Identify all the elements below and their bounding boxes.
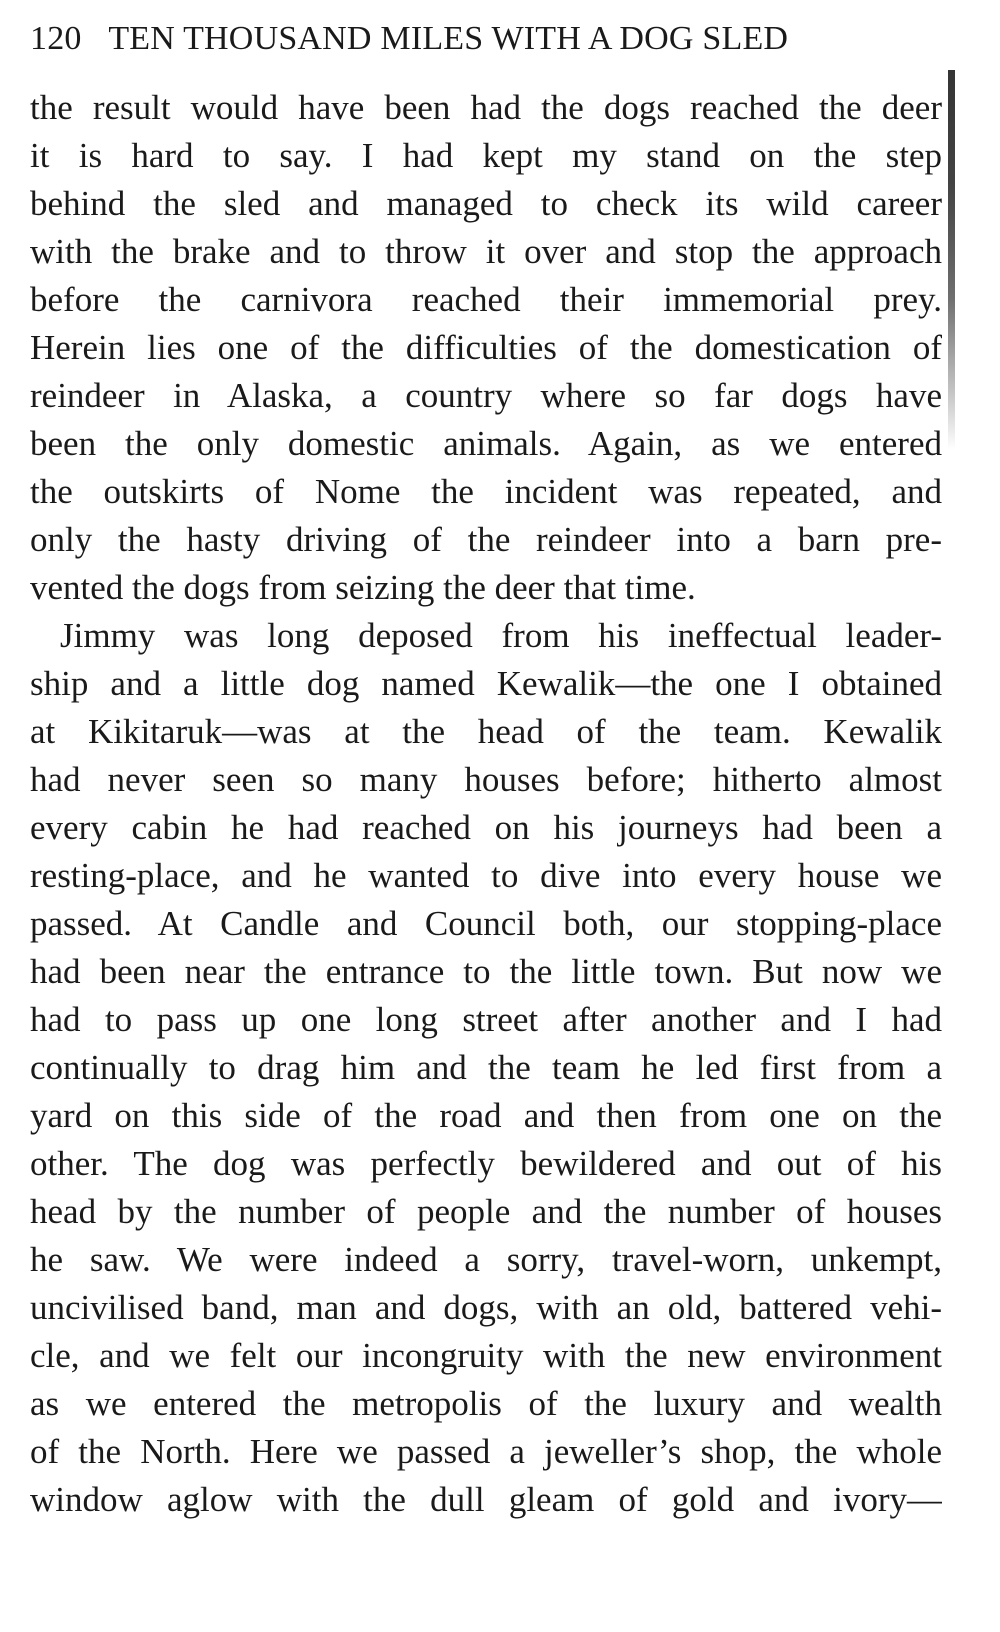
text-line: been the only domestic animals. Again, as we entered xyxy=(30,424,942,463)
text-line: the outskirts of Nome the incident was repeated, and xyxy=(30,472,942,511)
text-line: behind the sled and managed to check its wild career xyxy=(30,184,942,223)
text-line: with the brake and to throw it over and stop the approach xyxy=(30,232,942,271)
text-line: had never seen so many houses before; hitherto almost xyxy=(30,760,942,799)
text-line: it is hard to say. I had kept my stand on the step xyxy=(30,136,942,175)
text-line: vented the dogs from seizing the deer that time. xyxy=(30,568,696,607)
text-line: had been near the entrance to the little town. But now we xyxy=(30,952,942,991)
page-number: 120 xyxy=(30,20,82,57)
text-line: cle, and we felt our incongruity with the new environment xyxy=(30,1336,942,1375)
text-line: every cabin he had reached on his journeys had been a xyxy=(30,808,942,847)
text-line: continually to drag him and the team he led first from a xyxy=(30,1048,942,1087)
text-line: other. The dog was perfectly bewildered and out of his xyxy=(30,1144,942,1183)
paragraph-1 xyxy=(30,84,942,612)
text-line: ship and a little dog named Kewalik—the one I obtained xyxy=(30,664,942,703)
text-line: passed. At Candle and Council both, our stopping-place xyxy=(30,904,942,943)
text-line: resting-place, and he wanted to dive into every house we xyxy=(30,856,942,895)
text-line: at Kikitaruk—was at the head of the team. Kewalik xyxy=(30,712,942,751)
text-line: yard on this side of the road and then from one on the xyxy=(30,1096,942,1135)
body-text xyxy=(30,84,942,1524)
binding-shadow xyxy=(948,70,955,450)
running-title: TEN THOUSAND MILES WITH A DOG SLED xyxy=(108,20,789,57)
text-line: Jimmy was long deposed from his ineffectual leader- xyxy=(60,616,942,655)
text-line: only the hasty driving of the reindeer into a barn pre- xyxy=(30,520,942,559)
text-line: uncivilised band, man and dogs, with an old, battered vehi- xyxy=(30,1288,942,1327)
text-line: before the carnivora reached their immemorial prey. xyxy=(30,280,942,319)
text-line: head by the number of people and the number of houses xyxy=(30,1192,942,1231)
running-head xyxy=(30,14,940,64)
text-line: as we entered the metropolis of the luxury and wealth xyxy=(30,1384,942,1423)
text-line: window aglow with the dull gleam of gold and ivory— xyxy=(30,1480,942,1519)
text-line: had to pass up one long street after another and I had xyxy=(30,1000,942,1039)
text-line: the result would have been had the dogs reached the deer xyxy=(30,88,942,127)
text-line: Herein lies one of the difficulties of the domestication of xyxy=(30,328,942,367)
paragraph-2 xyxy=(30,612,942,1524)
text-line: reindeer in Alaska, a country where so far dogs have xyxy=(30,376,942,415)
text-line: of the North. Here we passed a jeweller’s shop, the whole xyxy=(30,1432,942,1471)
text-line: he saw. We were indeed a sorry, travel-worn, unkempt, xyxy=(30,1240,942,1279)
